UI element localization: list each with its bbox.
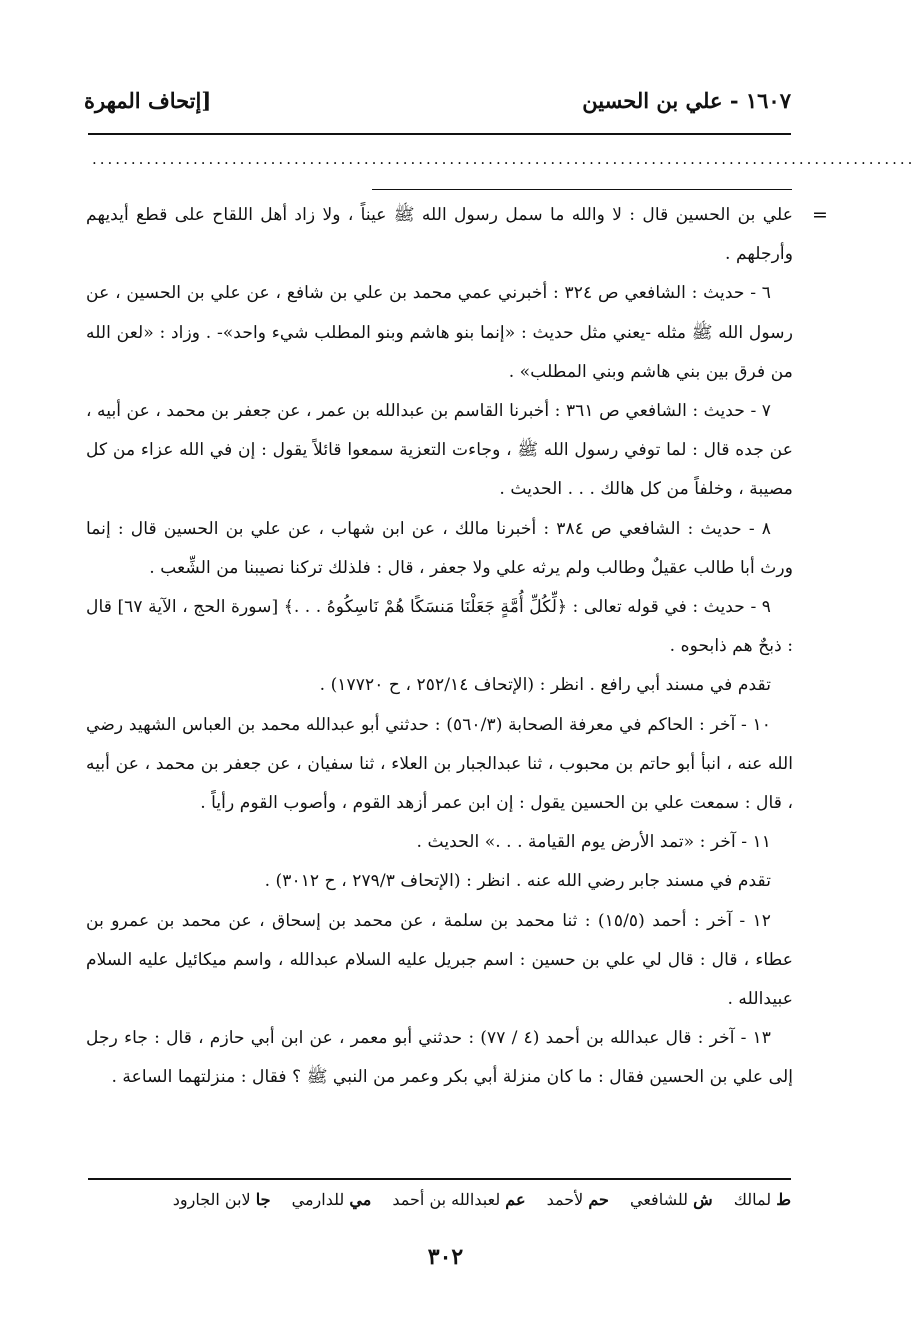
footer-rule (88, 1178, 791, 1180)
paragraph: ٨ - حديث : الشافعي ص ٣٨٤ : أخبرنا مالك ، عن ابن شهاب ، عن علي بن الحسين قال : إنما ورث أبا طالب عقيلٌ وطالب ولم يرثه علي ولا جعفر ، قال : فلذلك تركنا نصيبنا من الشِّعب . (86, 518, 793, 578)
paragraph: ١١ - آخر : «تمد الأرض يوم القيامة . . .» الحديث . (416, 832, 771, 853)
abbreviation-item (292, 1190, 372, 1209)
abbreviation-name: لعبدالله بن أحمد (392, 1190, 501, 1209)
paragraph: ١٣ - آخر : قال عبدالله بن أحمد (٤ / ٧٧) : حدثني أبو معمر ، عن ابن أبي حازم ، قال : جاء رجل إلى علي بن الحسين فقال : ما كان منزلة أبي بكر وعمر من النبي ﷺ ؟ فقال : منزلتهما الساعة . (86, 1028, 793, 1088)
abbreviation-code: مي (349, 1190, 372, 1209)
paragraph: ٧ - حديث : الشافعي ص ٣٦١ : أخبرنا القاسم بن عبدالله بن عمر ، عن جعفر بن محمد ، عن أبيه ، عن جده قال : لما توفي رسول الله ﷺ ، وجاءت التعزية سمعوا قائلاً يقول : إن في الله عزاء من كل مصيبة ، وخلفاً من كل هالك . . . الحديث . (86, 401, 793, 500)
paragraph: تقدم في مسند أبي رافع . انظر : (الإتحاف ٢٥٢/١٤ ، ح ١٧٧٢٠) . (319, 675, 771, 696)
abbreviation-item (392, 1190, 525, 1209)
abbreviation-item (173, 1190, 271, 1209)
page-number: ٣٠٢ (427, 1244, 464, 1270)
running-header-title: ١٦٠٧ - علي بن الحسين (582, 88, 791, 113)
abbreviation-name: لأحمد (546, 1190, 584, 1209)
paragraph: تقدم في مسند جابر رضي الله عنه . انظر : (الإتحاف ٢٧٩/٣ ، ح ٣٠١٢) . (264, 871, 771, 892)
header-rule (88, 133, 791, 135)
abbreviation-item (734, 1190, 791, 1209)
paragraph: علي بن الحسين قال : لا والله ما سمل رسول الله ﷺ عيناً ، ولا زاد أهل اللقاح على قطع أيديهم وأرجلهم . (86, 205, 793, 265)
abbreviation-code: جا (255, 1190, 271, 1209)
continuation-marker: = (812, 204, 828, 226)
paragraph: ١٠ - آخر : الحاكم في معرفة الصحابة (٥٦٠/٣) : حدثني أبو عبدالله محمد بن العباس الشهيد رضي الله عنه ، انبأ أبو حاتم بن محبوب ، ثنا عبدالجبار بن العلاء ، ثنا سفيان ، عن جعفر بن محمد ، عن أبيه ، قال : سمعت علي بن الحسين يقول : إن ابن عمر أزهد القوم ، وأصوب القوم رأياً . (86, 714, 793, 814)
abbreviation-name: للشافعي (630, 1190, 689, 1209)
paragraph: ٦ - حديث : الشافعي ص ٣٢٤ : أخبرني عمي محمد بن علي بن شافع ، عن علي بن الحسين ، عن رسول الله ﷺ مثله -يعني مثل حديث : «إنما بنو هاشم وبنو المطلب شيء واحد»- . وزاد : «لعن الله من فرق بين بني هاشم وبني المطلب» . (86, 283, 793, 382)
abbreviation-code: ش (693, 1190, 713, 1209)
paragraph: ١٢ - آخر : أحمد (١٥/٥) : ثنا محمد بن سلمة ، عن محمد بن إسحاق ، عن محمد بن عمرو بن عطاء ، قال : قال لي علي بن حسين : اسم جبريل عليه السلام عبدالله ، واسم ميكائيل عليه السلام عبيدالله . (86, 910, 793, 1010)
abbreviation-name: للدارمي (291, 1190, 345, 1209)
dotted-separator: .......................................................................................................... (92, 150, 915, 168)
abbreviation-name: لابن الجارود (172, 1190, 251, 1209)
separator-rule (372, 189, 792, 190)
abbreviation-code: حم (588, 1190, 609, 1209)
abbreviation-item (630, 1190, 713, 1209)
abbreviation-name: لمالك (733, 1190, 772, 1209)
main-text (86, 196, 793, 1098)
running-header-book: [إتحاف المهرة (84, 88, 212, 113)
abbreviation-code: عم (505, 1190, 526, 1209)
abbreviation-key (84, 1190, 791, 1209)
paragraph: ٩ - حديث : في قوله تعالى : ﴿لِّكُلِّ أُمَّةٍ جَعَلْنَا مَنسَكًا هُمْ نَاسِكُوهُ . . .﴾ [سورة الحج ، الآية ٦٧] قال : ذبحٌ هم ذابحوه . (86, 597, 793, 657)
abbreviation-code: ط (776, 1190, 791, 1209)
abbreviation-item (547, 1190, 609, 1209)
